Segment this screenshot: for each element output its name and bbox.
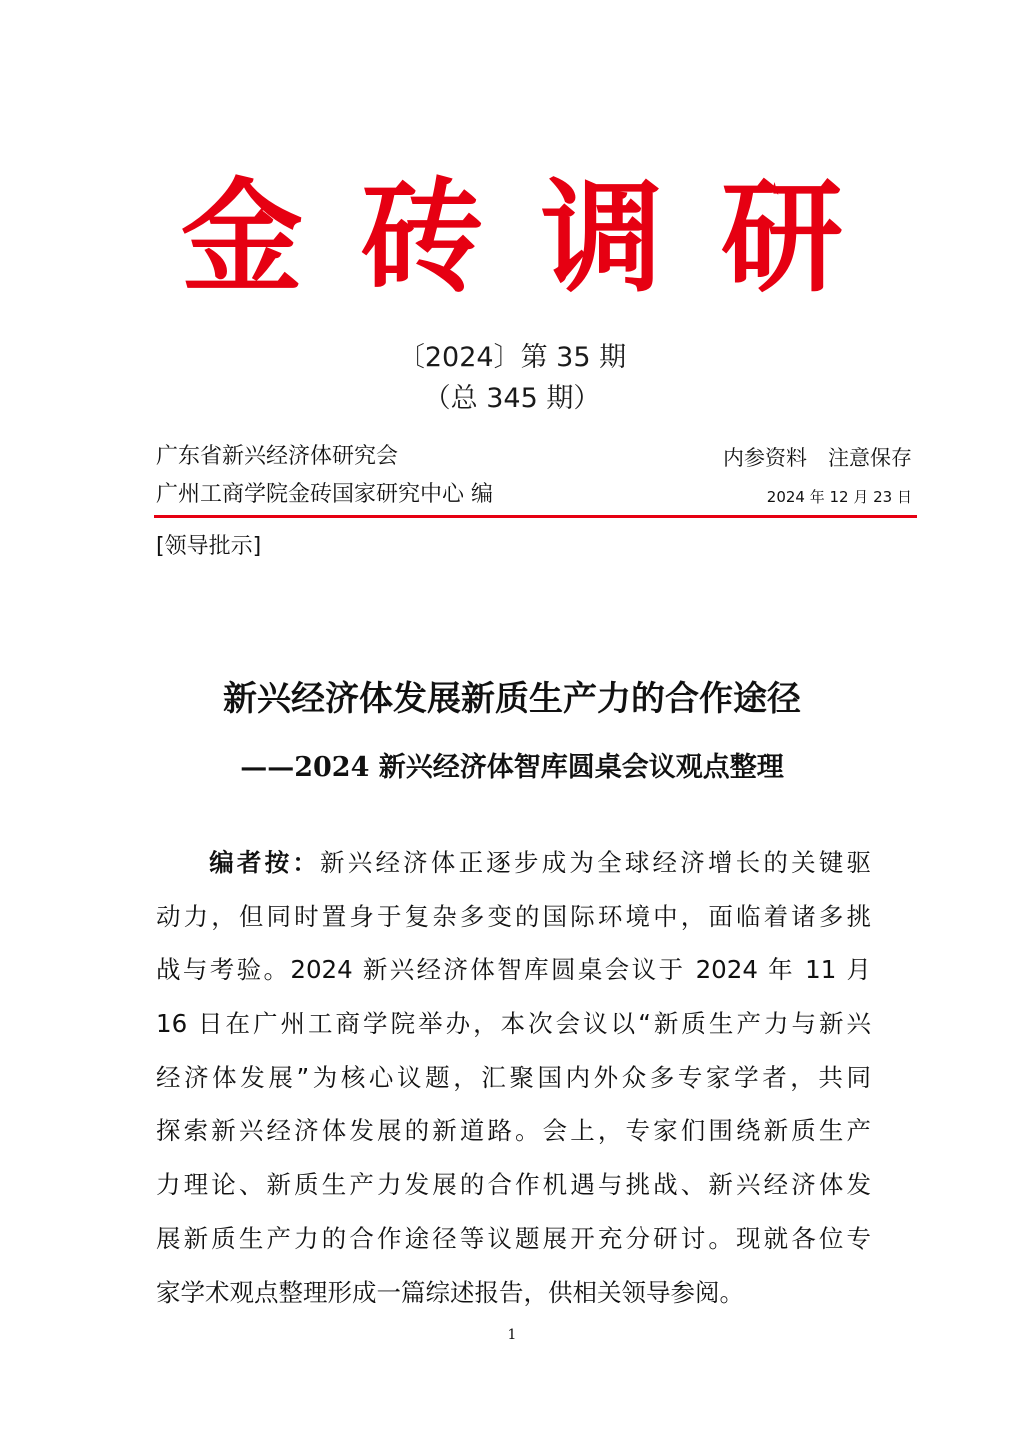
editor-note-line: 战与考验。2024 新兴经济体智库圆桌会议于 2024 年 11 月 — [156, 955, 871, 985]
publish-date: 2024 年 12 月 23 日 — [766, 488, 912, 506]
publisher-org-1: 广东省新兴经济体研究会 — [156, 444, 399, 469]
editor-note — [156, 836, 871, 1319]
editor-note-line: 家学术观点整理形成一篇综述报告，供相关领导参阅。 — [156, 1277, 744, 1307]
red-divider — [154, 515, 917, 518]
classification-label: 内参资料 注意保存 — [723, 446, 912, 470]
editor-note-line: 力理论、新质生产力发展的合作机遇与挑战、新兴经济体发 — [156, 1170, 871, 1200]
editor-note-line: 动力，但同时置身于复杂多变的国际环境中，面临着诸多挑 — [156, 901, 871, 931]
issue-number: 〔2024〕第 35 期 — [397, 342, 627, 373]
article-title: 新兴经济体发展新质生产力的合作途径 — [223, 679, 801, 719]
leader-instructions-label: [领导批示] — [156, 534, 262, 559]
editor-note-line: 16 日在广州工商学院举办，本次会议以“新质生产力与新兴 — [156, 1009, 871, 1039]
issue-total: （总 345 期） — [423, 383, 601, 414]
editor-note-line: 探索新兴经济体发展的新道路。会上，专家们围绕新质生产 — [156, 1116, 871, 1146]
editor-note-line: 展新质生产力的合作途径等议题展开充分研讨。现就各位专 — [156, 1223, 871, 1253]
page-number: 1 — [507, 1327, 517, 1343]
editor-note-line: 经济体发展”为核心议题，汇聚国内外众多专家学者，共同 — [156, 1062, 871, 1092]
editor-note-label: 编者按： — [206, 848, 321, 877]
masthead-title: 金砖调研 — [181, 167, 901, 309]
article-subtitle: ——2024 新兴经济体智库圆桌会议观点整理 — [240, 752, 784, 783]
publisher-org-2: 广州工商学院金砖国家研究中心 编 — [156, 482, 493, 507]
editor-note-line: 编者按：新兴经济体正逐步成为全球经济增长的关键驱 — [206, 848, 871, 877]
